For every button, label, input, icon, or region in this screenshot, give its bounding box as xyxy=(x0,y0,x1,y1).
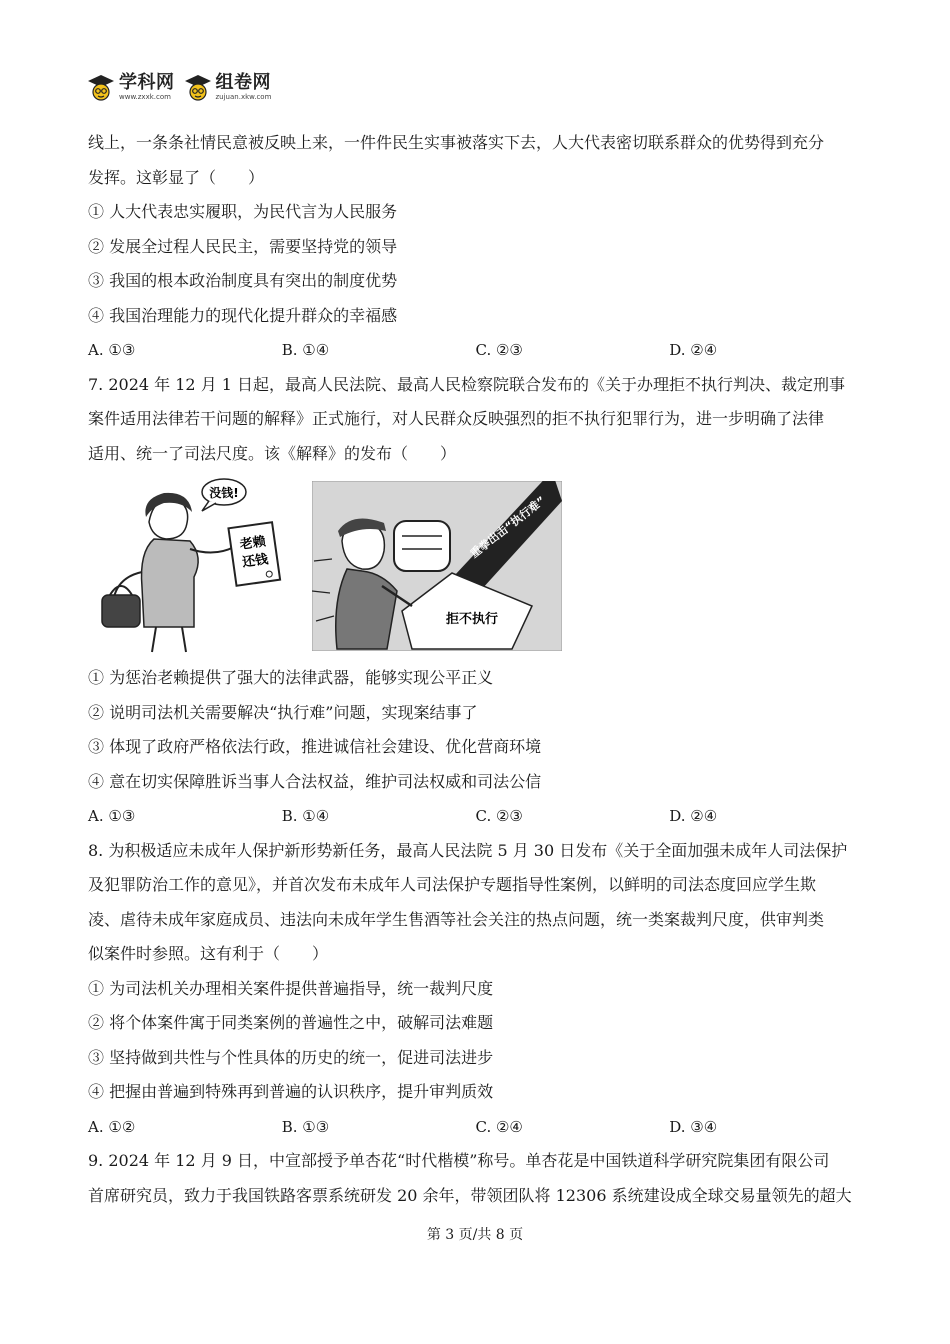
fist-banner-text: 重拳出击“执行难” xyxy=(467,493,548,561)
option-b: B. ①④ xyxy=(281,807,330,825)
paper-text: 拒不执行 xyxy=(445,612,499,627)
option-b: B. ①④ xyxy=(281,341,330,359)
option-d: D. ③④ xyxy=(669,1117,718,1136)
question-stem-line: 适用、统一了司法尺度。该《解释》的发布（ ） xyxy=(88,443,457,463)
statement: ③ 体现了政府严格依法行政，推进诚信社会建设、优化营商环境 xyxy=(88,737,542,756)
page-number: 第 3 页/共 8 页 xyxy=(426,1227,524,1243)
question-stem-line: 8. 为积极适应未成年人保护新形势新任务，最高人民法院 5 月 30 日发布《关于全面加强未成年人司法保护 xyxy=(88,840,848,860)
statement: ④ 把握由普遍到特殊再到普遍的认识秩序，提升审判质效 xyxy=(88,1082,494,1101)
cartoon-figure xyxy=(88,477,863,657)
header-logos xyxy=(86,70,271,104)
option-d: D. ②④ xyxy=(669,807,718,825)
question-stem-line: 似案件时参照。这有利于（ ） xyxy=(88,944,329,963)
graduation-cap-icon xyxy=(183,72,213,102)
answer-options xyxy=(88,1110,863,1145)
option-a: A. ①③ xyxy=(88,807,136,825)
graduation-cap-icon xyxy=(86,72,116,102)
speech-text: 没钱! xyxy=(209,486,239,500)
statement: ① 为惩治老赖提供了强大的法律武器，能够实现公平正义 xyxy=(88,668,494,687)
statement: ④ 意在切实保障胜诉当事人合法权益，维护司法权威和司法公信 xyxy=(88,771,542,791)
option-c: C. ②④ xyxy=(475,1117,523,1136)
question-stem-line: 7. 2024 年 12 月 1 日起，最高人民法院、最高人民检察院联合发布的《关于办理拒不执行判决、裁定刑事 xyxy=(88,374,846,394)
statement: ① 人大代表忠实履职，为民代言为人民服务 xyxy=(88,202,398,221)
question-stem-line: 9. 2024 年 12 月 9 日，中宣部授予单杏花“时代楷模”称号。单杏花是中国铁道科学研究院集团有限公司 xyxy=(88,1151,830,1170)
cartoon-fist-strike xyxy=(312,481,562,651)
option-a: A. ①② xyxy=(88,1117,136,1136)
question-8 xyxy=(88,834,863,1145)
answer-options xyxy=(88,333,863,368)
statement: ② 说明司法机关需要解决“执行难”问题，实现案结事了 xyxy=(88,702,478,722)
option-c: C. ②③ xyxy=(475,807,523,825)
zujuan-logo xyxy=(183,72,272,102)
option-c: C. ②③ xyxy=(475,341,523,359)
statement: ③ 坚持做到共性与个性具体的历史的统一，促进司法进步 xyxy=(88,1047,494,1067)
question-stem-line: 凌、虐待未成年家庭成员、违法向未成年学生售酒等社会关注的热点问题，统一类案裁判尺度，供审判类 xyxy=(88,909,825,929)
question-stem-line: 发挥。这彰显了（ ） xyxy=(88,167,265,187)
statement: ④ 我国治理能力的现代化提升群众的幸福感 xyxy=(88,305,398,325)
option-b: B. ①③ xyxy=(281,1117,330,1136)
question-stem-line: 线上，一条条社情民意被反映上来，一件件民生实事被落实下去，人大代表密切联系群众的优势得到充分 xyxy=(88,133,825,152)
logo-name: 学科网 xyxy=(119,71,175,93)
zxxk-logo xyxy=(86,72,175,102)
sign-text-2: 还钱 xyxy=(241,552,270,571)
option-d: D. ②④ xyxy=(669,341,718,359)
answer-options xyxy=(88,799,863,834)
page-content xyxy=(88,126,863,1213)
statement: ② 发展全过程人民民主，需要坚持党的领导 xyxy=(88,236,398,256)
logo-name: 组卷网 xyxy=(215,71,271,93)
statement: ③ 我国的根本政治制度具有突出的制度优势 xyxy=(88,271,398,290)
statement: ① 为司法机关办理相关案件提供普遍指导，统一裁判尺度 xyxy=(88,978,494,998)
question-stem-line: 首席研究员，致力于我国铁路客票系统研发 20 余年，带领团队将 12306 系统建设成全球交易量领先的超大 xyxy=(88,1185,852,1205)
question-stem-line: 及犯罪防治工作的意见》，并首次发布未成年人司法保护专题指导性案例，以鲜明的司法态度回应学生欺 xyxy=(88,875,817,894)
question-stem-line: 案件适用法律若干问题的解释》正式施行，对人民群众反映强烈的拒不执行犯罪行为，进一步明确了法律 xyxy=(88,409,825,428)
sign-text-1: 老赖 xyxy=(238,534,267,553)
question-9 xyxy=(88,1144,863,1213)
logo-url: zujuan.xkw.com xyxy=(215,92,272,101)
option-a: A. ①③ xyxy=(88,341,136,359)
question-6 xyxy=(88,126,863,368)
logo-url: www.zxxk.com xyxy=(119,92,171,101)
cartoon-woman-refusing xyxy=(94,477,294,657)
statement: ② 将个体案件寓于同类案例的普遍性之中，破解司法难题 xyxy=(88,1013,494,1032)
question-7 xyxy=(88,368,863,834)
